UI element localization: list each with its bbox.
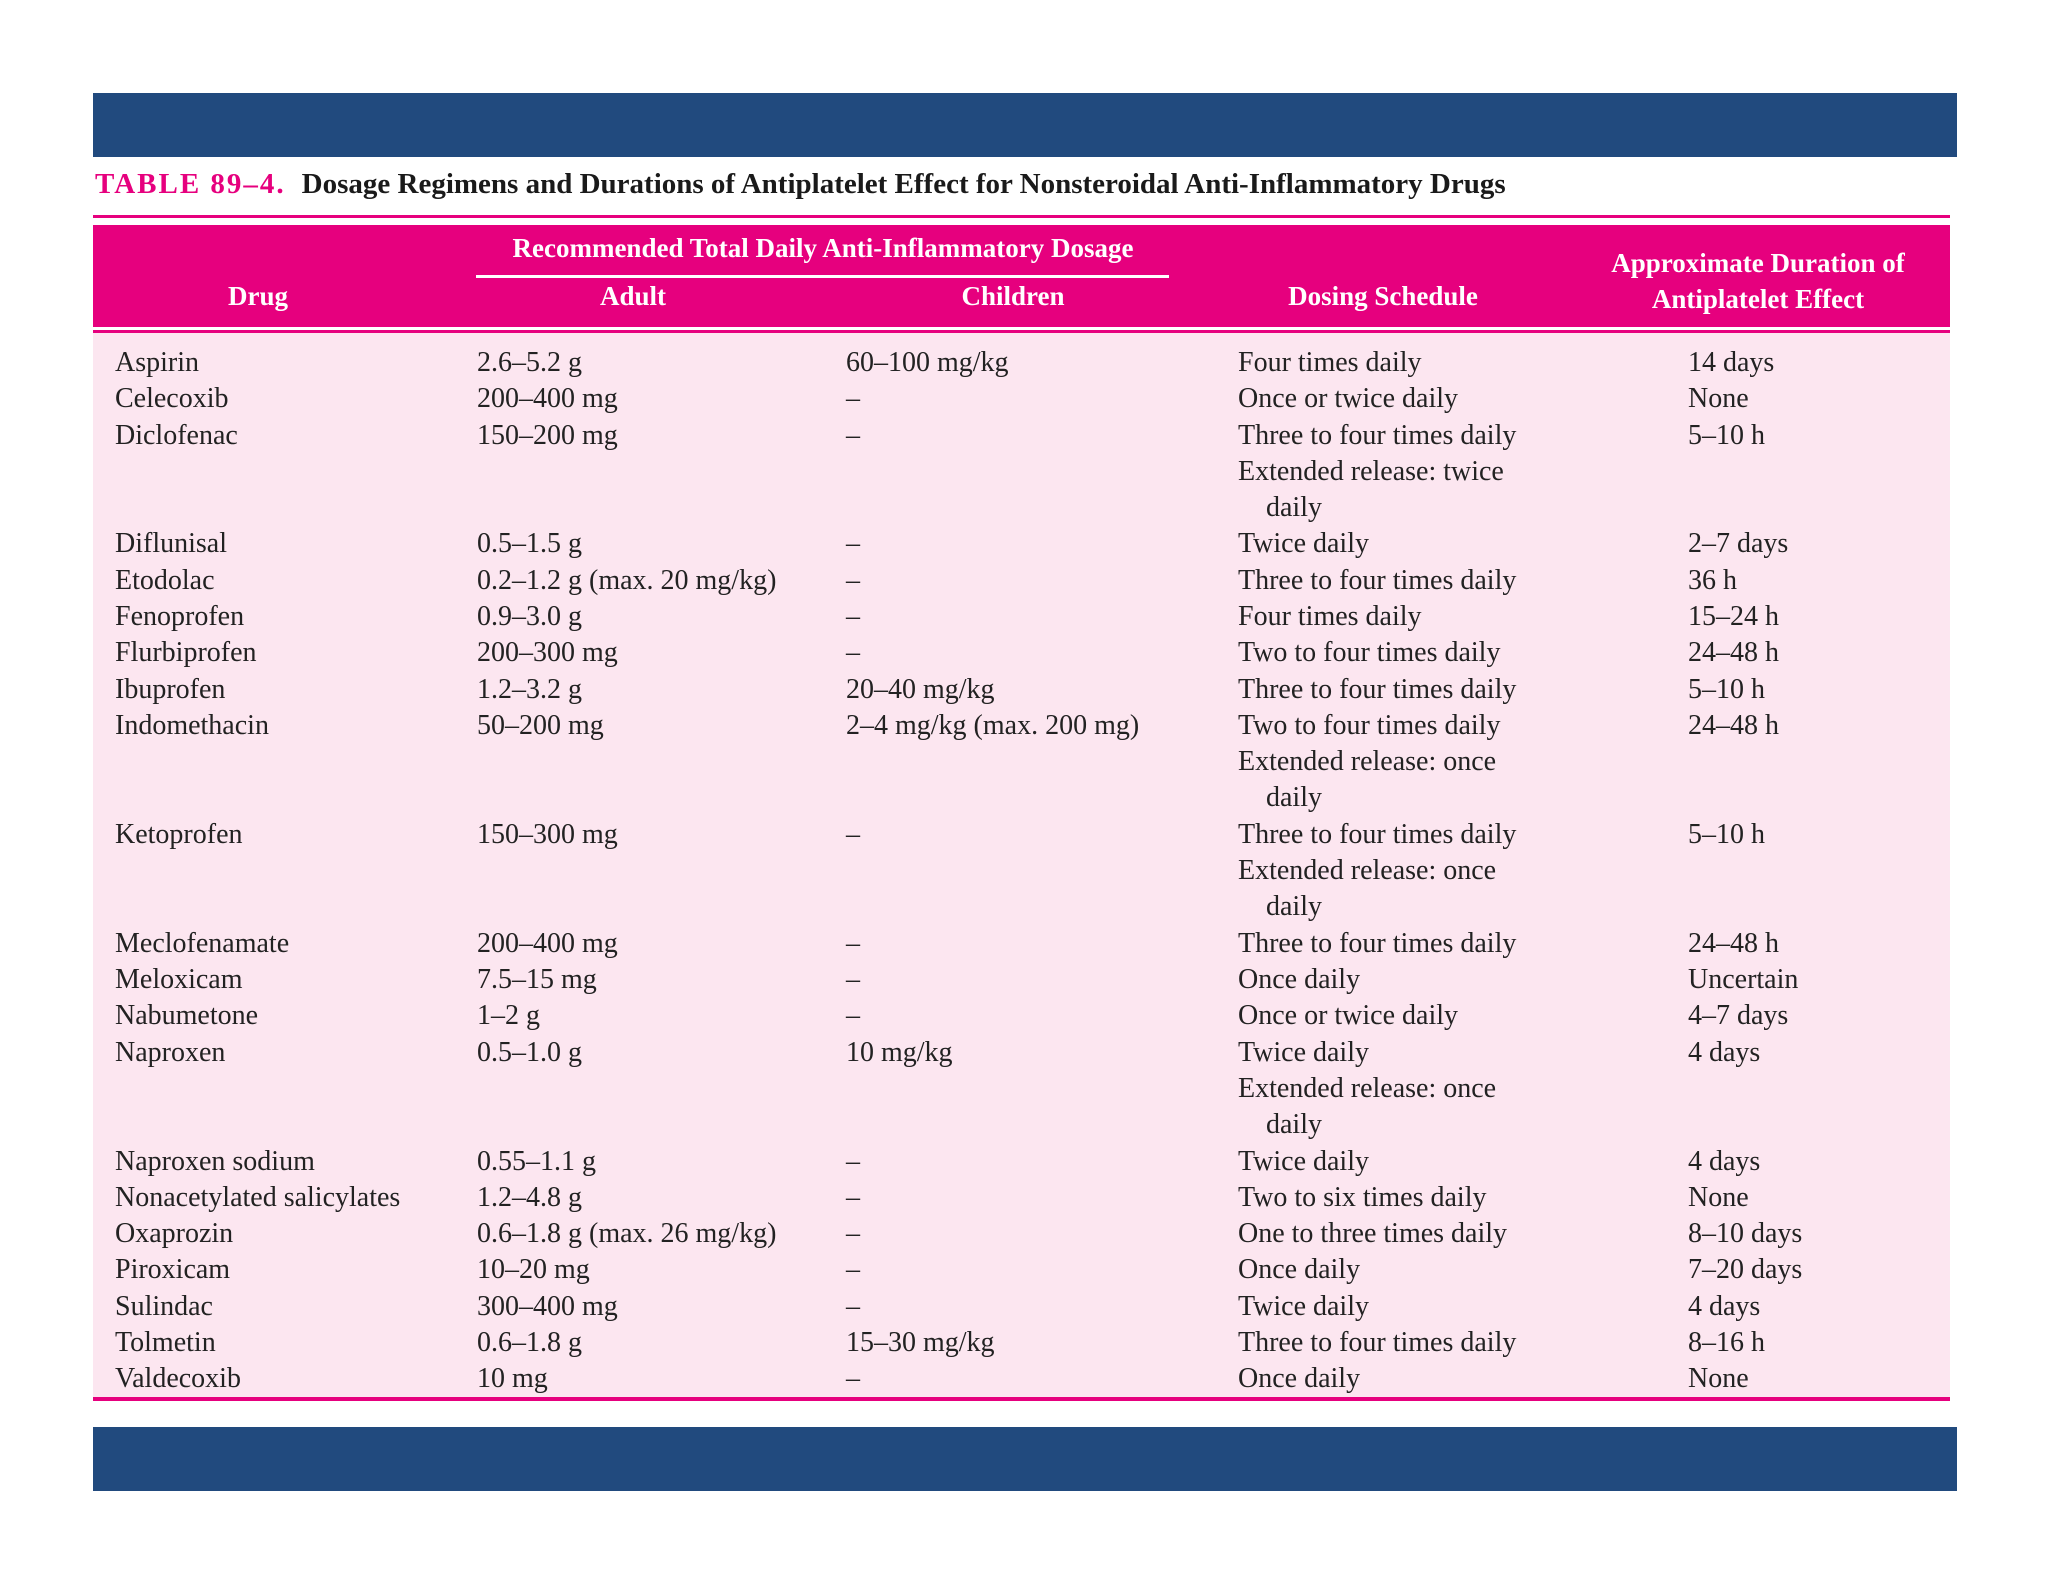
drug-cell: Naproxen xyxy=(115,1036,226,1068)
dosing-schedule-cell xyxy=(1238,817,1568,925)
header-duration-line1: Approximate Duration of xyxy=(1611,248,1905,278)
duration-cell: 24–48 h xyxy=(1688,927,1779,959)
duration-cell: 5–10 h xyxy=(1688,818,1765,850)
adult-dose-cell: 1.2–4.8 g xyxy=(477,1181,582,1213)
adult-dose-cell: 0.5–1.0 g xyxy=(477,1036,582,1068)
dosing-schedule-line: Three to four times daily xyxy=(1238,419,1517,451)
dosing-schedule-cell xyxy=(1238,1252,1568,1288)
table-row xyxy=(93,599,1950,635)
drug-cell: Ibuprofen xyxy=(115,673,226,705)
dosing-schedule-line: Two to six times daily xyxy=(1238,1181,1487,1213)
dosing-schedule-line: Once daily xyxy=(1238,964,1361,996)
duration-cell: 36 h xyxy=(1688,564,1737,596)
dosing-schedule-line: daily xyxy=(1266,1108,1322,1140)
children-dose-cell: – xyxy=(846,927,860,959)
children-dose-cell: 20–40 mg/kg xyxy=(846,673,995,705)
dosing-schedule-cell xyxy=(1238,526,1568,562)
dosing-schedule-cell xyxy=(1238,1035,1568,1143)
table-bottom-rule xyxy=(93,1397,1950,1401)
children-dose-cell: – xyxy=(846,1145,860,1177)
children-dose-cell: – xyxy=(846,1254,860,1286)
table-row xyxy=(93,381,1950,417)
dosing-schedule-cell xyxy=(1238,635,1568,671)
adult-dose-cell: 200–400 mg xyxy=(477,927,618,959)
table-row xyxy=(93,672,1950,708)
drug-cell: Oxaprozin xyxy=(115,1218,234,1250)
dosing-schedule-line: Twice daily xyxy=(1238,1290,1369,1322)
duration-cell: 4 days xyxy=(1688,1290,1761,1322)
children-dose-cell: 15–30 mg/kg xyxy=(846,1327,995,1359)
dosing-schedule-cell xyxy=(1238,1144,1568,1180)
adult-dose-cell: 50–200 mg xyxy=(477,709,604,741)
table-number: TABLE 89–4. xyxy=(95,168,286,200)
adult-dose-cell: 0.6–1.8 g xyxy=(477,1327,582,1359)
children-dose-cell: – xyxy=(846,564,860,596)
dosing-schedule-cell xyxy=(1238,418,1568,526)
duration-cell: 4–7 days xyxy=(1688,1000,1789,1032)
duration-cell: 4 days xyxy=(1688,1145,1761,1177)
header-group-dosage: Recommended Total Daily Anti-Inflammatory Dosage xyxy=(512,233,1134,263)
children-dose-cell: – xyxy=(846,1218,860,1250)
dosing-schedule-line: Three to four times daily xyxy=(1238,1327,1517,1359)
dosing-schedule-line: Extended release: once xyxy=(1238,745,1497,777)
drug-cell: Fenoprofen xyxy=(115,601,245,633)
adult-dose-cell: 300–400 mg xyxy=(477,1290,618,1322)
dosing-schedule-line: Once daily xyxy=(1238,1363,1361,1395)
table-title: Dosage Regimens and Durations of Antiplatelet Effect for Nonsteroidal Anti-Inflammatory Drugs xyxy=(301,168,1506,200)
drug-cell: Ketoprofen xyxy=(115,818,243,850)
adult-dose-cell: 10 mg xyxy=(477,1363,548,1395)
dosing-schedule-line: daily xyxy=(1266,491,1322,523)
duration-cell: 5–10 h xyxy=(1688,673,1765,705)
drug-cell: Meclofenamate xyxy=(115,927,290,959)
dosing-schedule-line: Four times daily xyxy=(1238,347,1422,378)
bottom-banner xyxy=(93,1427,1957,1491)
adult-dose-cell: 0.6–1.8 g (max. 26 mg/kg) xyxy=(477,1218,777,1250)
dosing-schedule-cell xyxy=(1238,1216,1568,1252)
table-row xyxy=(93,1289,1950,1325)
table-row xyxy=(93,708,1950,817)
children-dose-cell: – xyxy=(846,818,860,850)
dosing-schedule-line: One to three times daily xyxy=(1238,1218,1508,1250)
dosing-schedule-line: Extended release: twice xyxy=(1238,455,1504,487)
duration-cell: 24–48 h xyxy=(1688,637,1779,669)
dosing-schedule-line: Extended release: once xyxy=(1238,1072,1497,1104)
table-row xyxy=(93,1035,1950,1144)
drug-cell: Piroxicam xyxy=(115,1254,231,1286)
duration-cell: 7–20 days xyxy=(1688,1254,1803,1286)
header-duration xyxy=(1583,245,1933,317)
adult-dose-cell: 200–400 mg xyxy=(477,383,618,415)
dosing-schedule-line: Extended release: once xyxy=(1238,854,1497,886)
dosing-schedule-cell xyxy=(1238,1361,1568,1397)
drug-cell: Meloxicam xyxy=(115,964,243,996)
drug-cell: Etodolac xyxy=(115,564,215,596)
dosing-schedule-line: Twice daily xyxy=(1238,1036,1369,1068)
top-banner xyxy=(93,93,1957,157)
adult-dose-cell: 0.5–1.5 g xyxy=(477,528,582,560)
duration-cell: 24–48 h xyxy=(1688,709,1779,741)
children-dose-cell: 10 mg/kg xyxy=(846,1036,953,1068)
drug-cell: Aspirin xyxy=(115,347,199,378)
duration-cell: 8–16 h xyxy=(1688,1327,1765,1359)
dosing-schedule-line: daily xyxy=(1266,890,1322,922)
dosing-schedule-cell xyxy=(1238,926,1568,962)
dosing-schedule-line: Twice daily xyxy=(1238,1145,1369,1177)
children-dose-cell: – xyxy=(846,1000,860,1032)
drug-cell: Valdecoxib xyxy=(115,1363,241,1395)
table-row xyxy=(93,345,1950,381)
table-row xyxy=(93,1144,1950,1180)
table-caption xyxy=(95,168,1955,201)
table-row xyxy=(93,1325,1950,1361)
children-dose-cell: – xyxy=(846,964,860,996)
drug-cell: Indomethacin xyxy=(115,709,269,741)
duration-cell: None xyxy=(1688,383,1749,415)
dosing-schedule-cell xyxy=(1238,381,1568,417)
adult-dose-cell: 150–300 mg xyxy=(477,818,618,850)
children-dose-cell: – xyxy=(846,1181,860,1213)
children-dose-cell: 2–4 mg/kg (max. 200 mg) xyxy=(846,709,1140,741)
adult-dose-cell: 10–20 mg xyxy=(477,1254,590,1286)
table-row xyxy=(93,526,1950,562)
drug-cell: Tolmetin xyxy=(115,1327,216,1359)
table-row xyxy=(93,635,1950,671)
dosing-schedule-cell xyxy=(1238,708,1568,816)
drug-cell: Diclofenac xyxy=(115,419,238,451)
children-dose-cell: – xyxy=(846,1363,860,1395)
duration-cell: 8–10 days xyxy=(1688,1218,1803,1250)
dosing-schedule-cell xyxy=(1238,563,1568,599)
children-dose-cell: – xyxy=(846,601,860,633)
dosing-schedule-line: Twice daily xyxy=(1238,528,1369,560)
dosing-schedule-line: daily xyxy=(1266,781,1322,813)
adult-dose-cell: 0.55–1.1 g xyxy=(477,1145,596,1177)
dosing-schedule-line: Three to four times daily xyxy=(1238,818,1517,850)
table-row xyxy=(93,817,1950,926)
header-duration-line2: Antiplatelet Effect xyxy=(1651,284,1865,314)
dosing-schedule-cell xyxy=(1238,345,1568,381)
duration-cell: 5–10 h xyxy=(1688,419,1765,451)
duration-cell: None xyxy=(1688,1181,1749,1213)
dosing-schedule-line: Four times daily xyxy=(1238,601,1422,633)
duration-cell: 15–24 h xyxy=(1688,601,1779,633)
duration-cell: 2–7 days xyxy=(1688,528,1789,560)
table-row xyxy=(93,1180,1950,1216)
table-row xyxy=(93,563,1950,599)
table-header xyxy=(93,225,1950,327)
adult-dose-cell: 7.5–15 mg xyxy=(477,964,597,996)
table-row xyxy=(93,1216,1950,1252)
drug-cell: Naproxen sodium xyxy=(115,1145,315,1177)
dosing-schedule-line: Once or twice daily xyxy=(1238,383,1459,415)
dosing-schedule-cell xyxy=(1238,1289,1568,1325)
drug-cell: Nonacetylated salicylates xyxy=(115,1181,401,1213)
dosing-schedule-cell xyxy=(1238,1180,1568,1216)
drug-cell: Diflunisal xyxy=(115,528,227,560)
adult-dose-cell: 2.6–5.2 g xyxy=(477,347,582,378)
drug-cell: Flurbiprofen xyxy=(115,637,257,669)
adult-dose-cell: 200–300 mg xyxy=(477,637,618,669)
adult-dose-cell: 1–2 g xyxy=(477,1000,540,1032)
dosing-schedule-line: Three to four times daily xyxy=(1238,927,1517,959)
dosing-schedule-line: Three to four times daily xyxy=(1238,564,1517,596)
header-children: Children xyxy=(961,281,1065,311)
table-row xyxy=(93,962,1950,998)
header-adult: Adult xyxy=(599,281,667,311)
children-dose-cell: 60–100 mg/kg xyxy=(846,347,1009,378)
dosing-schedule-cell xyxy=(1238,599,1568,635)
duration-cell: 14 days xyxy=(1688,347,1775,378)
table-rows xyxy=(93,345,1950,1398)
table-row xyxy=(93,926,1950,962)
duration-cell: 4 days xyxy=(1688,1036,1761,1068)
drug-cell: Celecoxib xyxy=(115,383,229,415)
table-body xyxy=(93,333,1950,1397)
dosing-schedule-cell xyxy=(1238,998,1568,1034)
dosing-schedule-line: Two to four times daily xyxy=(1238,637,1501,669)
children-dose-cell: – xyxy=(846,528,860,560)
adult-dose-cell: 150–200 mg xyxy=(477,419,618,451)
table-row xyxy=(93,1361,1950,1397)
dosing-schedule-line: Once daily xyxy=(1238,1254,1361,1286)
adult-dose-cell: 0.2–1.2 g (max. 20 mg/kg) xyxy=(477,564,777,596)
dosing-schedule-cell xyxy=(1238,1325,1568,1361)
table-row xyxy=(93,418,1950,527)
caption-rule xyxy=(93,215,1950,218)
children-dose-cell: – xyxy=(846,419,860,451)
header-group-rule xyxy=(476,275,1169,278)
duration-cell: Uncertain xyxy=(1688,964,1799,996)
children-dose-cell: – xyxy=(846,383,860,415)
duration-cell: None xyxy=(1688,1363,1749,1395)
header-drug: Drug xyxy=(228,281,288,311)
drug-cell: Nabumetone xyxy=(115,1000,259,1032)
adult-dose-cell: 0.9–3.0 g xyxy=(477,601,582,633)
dosing-schedule-line: Once or twice daily xyxy=(1238,1000,1459,1032)
drug-cell: Sulindac xyxy=(115,1290,213,1322)
children-dose-cell: – xyxy=(846,637,860,669)
header-dosing-schedule: Dosing Schedule xyxy=(1288,281,1478,311)
table-row xyxy=(93,998,1950,1034)
adult-dose-cell: 1.2–3.2 g xyxy=(477,673,582,705)
table-row xyxy=(93,1252,1950,1288)
dosing-schedule-cell xyxy=(1238,962,1568,998)
dosing-schedule-line: Three to four times daily xyxy=(1238,673,1517,705)
dosing-schedule-cell xyxy=(1238,672,1568,708)
dosing-schedule-line: Two to four times daily xyxy=(1238,709,1501,741)
children-dose-cell: – xyxy=(846,1290,860,1322)
